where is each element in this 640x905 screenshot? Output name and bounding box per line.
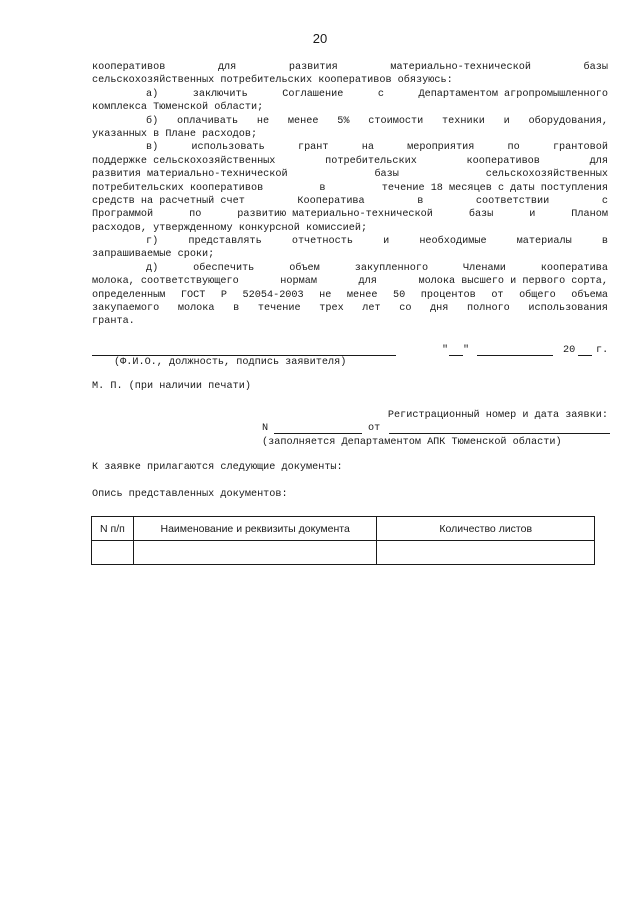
text-word: развитию материально-технической [237, 209, 433, 221]
text-word: Кооператива [297, 195, 365, 207]
table-row [92, 541, 595, 565]
text-word: сельскохозяйственных [485, 169, 608, 181]
text-word: Планом [571, 209, 608, 221]
text-word: оплачивать [177, 115, 239, 127]
text-word: и [529, 209, 536, 221]
text-word: стоимости [368, 115, 424, 127]
text-word: дня [430, 303, 449, 315]
text-word: процентов [420, 289, 476, 301]
text-word: и [383, 236, 390, 248]
text-word: молока, соответствующего [92, 276, 239, 288]
text-line [92, 262, 608, 275]
text-line: запрашиваемые сроки; [92, 249, 215, 261]
text-word: базы [374, 169, 399, 181]
page-number: 20 [312, 31, 328, 46]
text-line [92, 155, 608, 168]
column-header-number: N п/п [92, 517, 134, 541]
date-month-line [477, 355, 553, 356]
text-word: заключить [192, 88, 248, 100]
text-word: 52054-2003 [242, 289, 304, 301]
text-word: полного [467, 303, 510, 315]
text-line [92, 182, 608, 195]
registration-ot-label: от [368, 423, 381, 435]
text-word: поддержке сельскохозяйственных [92, 155, 276, 167]
text-word: молока [177, 303, 215, 315]
documents-table [91, 516, 595, 565]
text-word: оборудования, [528, 115, 608, 127]
text-line [92, 115, 608, 128]
text-word: на [361, 142, 374, 154]
text-word: Соглашение [282, 88, 344, 100]
text-word: течение [257, 303, 301, 315]
text-word: развития материально-технической [92, 169, 288, 181]
text-line [92, 302, 608, 315]
text-word: по [189, 209, 202, 221]
date-day-line [449, 355, 463, 356]
text-word: в [233, 303, 240, 315]
signature-caption: (Ф.И.О., должность, подпись заявителя) [114, 357, 347, 368]
text-word: со [399, 303, 412, 315]
inventory-heading: Опись представленных документов: [92, 489, 288, 500]
text-word: течение 18 месяцев с даты поступления [381, 182, 608, 194]
text-word: кооперативов [92, 62, 166, 73]
text-line [92, 235, 608, 248]
text-word: соответствии [475, 195, 550, 207]
text-line: сельскохозяйственных потребительских кооперативов обязуюсь: [92, 75, 453, 87]
text-word: менее [346, 289, 378, 301]
text-line [92, 88, 608, 101]
text-word: использовать [191, 142, 265, 154]
text-word: для [217, 62, 237, 73]
text-word: базы [468, 209, 494, 221]
text-word: развития [288, 62, 338, 73]
text-word: объема [571, 289, 608, 301]
date-quote-open: " [442, 345, 449, 356]
text-line: гранта. [92, 316, 135, 328]
text-word: средств на расчетный счет [92, 195, 245, 207]
table-cell-sheets[interactable] [377, 541, 595, 565]
registration-block [262, 409, 610, 459]
text-word: представлять [188, 236, 262, 248]
text-word: не [319, 289, 332, 301]
text-word: в) [146, 142, 159, 154]
text-word: кооператива [540, 262, 608, 274]
text-word: для [589, 155, 608, 167]
text-word: Р [220, 289, 227, 301]
text-word: мероприятия [407, 142, 475, 154]
text-word: и [503, 115, 510, 127]
text-word: использования [528, 303, 608, 315]
text-line [92, 195, 608, 208]
text-line [92, 289, 608, 302]
column-header-sheets: Количество листов [377, 517, 595, 541]
text-word: ГОСТ [180, 289, 206, 301]
table-cell-document[interactable] [133, 541, 377, 565]
text-line [92, 208, 608, 221]
text-word: не [256, 115, 270, 127]
text-word: для [358, 276, 377, 288]
text-word: базы [583, 62, 608, 73]
text-line: расходов, утвержденному конкурсной комиссией; [92, 222, 368, 234]
registration-note: (заполняется Департаментом АПК Тюменской области) [262, 436, 562, 448]
text-line [92, 275, 608, 288]
text-word: нормам [280, 276, 317, 288]
attached-documents-heading: К заявке прилагаются следующие документы: [92, 462, 343, 473]
text-word: по [507, 142, 520, 154]
text-line [92, 141, 608, 154]
date-year-prefix: 20 [563, 345, 576, 356]
text-word: отчетность [291, 236, 353, 248]
text-word: материально-технической [390, 62, 531, 73]
text-word: с [377, 88, 384, 100]
text-word: Программой [92, 209, 154, 221]
text-word: с [601, 195, 608, 207]
date-quote-close: " [463, 345, 470, 356]
text-line: комплекса Тюменской области; [92, 102, 264, 114]
text-line [92, 61, 608, 74]
text-word: в [417, 195, 424, 207]
text-word: б) [146, 115, 159, 127]
text-word: 50 [393, 289, 406, 301]
text-word: Членами [463, 262, 506, 274]
text-word: определенным [92, 289, 166, 301]
text-word: г) [146, 236, 159, 248]
text-word: д) [146, 262, 159, 274]
text-word: от [491, 289, 504, 301]
text-word: обеспечить [193, 262, 255, 274]
registration-number-line [274, 433, 362, 434]
registration-date-line [389, 433, 610, 434]
date-year-suffix: г. [596, 345, 609, 356]
registration-n-label: N [262, 423, 269, 435]
text-word: объем [289, 262, 320, 274]
text-line: указанных в Плане расходов; [92, 128, 258, 140]
text-word: в [601, 236, 608, 248]
table-header-row [92, 517, 595, 541]
text-word: закупаемого [92, 303, 160, 315]
text-word: менее [287, 115, 319, 127]
text-word: грантовой [552, 142, 608, 154]
text-word: 5% [337, 115, 350, 127]
obligations-text [92, 61, 608, 329]
text-word: материалы [516, 236, 572, 248]
text-word: техники [442, 115, 485, 127]
text-word: грант [297, 142, 329, 154]
text-word: трех [319, 303, 344, 315]
text-word: потребительских [325, 155, 417, 167]
table-cell-number[interactable] [92, 541, 134, 565]
text-word: закупленного [354, 262, 429, 274]
seal-note: М. П. (при наличии печати) [92, 381, 251, 392]
text-word: Департаментом агропромышленного [418, 88, 608, 100]
text-line [92, 168, 608, 181]
text-word: в [319, 182, 326, 194]
text-word: необходимые [419, 236, 487, 248]
column-header-document: Наименование и реквизиты документа [133, 517, 377, 541]
text-word: а) [146, 88, 159, 100]
registration-title: Регистрационный номер и дата заявки: [387, 410, 608, 421]
text-word: потребительских кооперативов [92, 182, 264, 194]
text-word: лет [362, 303, 381, 315]
date-year-line [578, 355, 592, 356]
text-word: общего [519, 289, 556, 301]
text-word: кооперативов [466, 155, 540, 167]
text-word: молока высшего и первого сорта, [418, 276, 608, 288]
